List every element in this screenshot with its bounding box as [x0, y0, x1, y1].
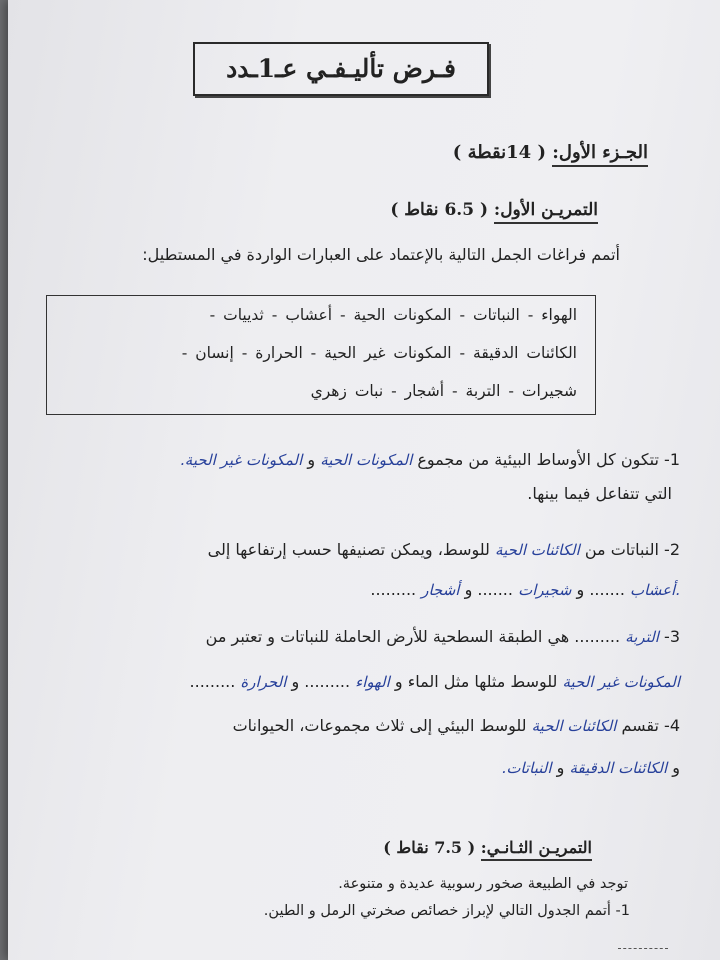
exam-title-box: [193, 42, 489, 96]
exercise2-label: التمريـن الثـانـي:: [481, 838, 592, 861]
exercise1-points: ( 6.5 نقاط ): [390, 200, 488, 220]
handwritten-answer: النباتات.: [501, 759, 552, 777]
word-bank-row: الكائنات الدقيقة - المكونات غير الحية - الحرارة - إنسان -: [181, 344, 577, 362]
part1-points: ( 14نقطة ): [452, 142, 546, 163]
exam-title: فـرض تأليـفـي عـ1ـدد: [226, 54, 456, 83]
sentence-3-line-2: [190, 672, 680, 691]
exam-paper: [8, 0, 720, 960]
sentence-4-line-1: [233, 716, 680, 735]
sentence-text: ......... هي الطبقة السطحية للأرض الحاملة للنباتات و تعتبر من: [205, 627, 621, 646]
sentence-text: للوسط البيئي إلى ثلاث مجموعات، الحيوانات: [232, 716, 527, 735]
word-bank-box: [46, 295, 596, 415]
handwritten-answer: المكونات الحية: [320, 451, 413, 469]
part1-label: الجـزء الأول:: [552, 142, 648, 167]
sentence-4-line-2: [502, 758, 680, 777]
handwritten-answer: الحرارة: [240, 673, 287, 691]
sentence-text: للوسط مثلها مثل الماء و: [394, 672, 558, 691]
exercise1-label: التمريـن الأول:: [494, 200, 598, 224]
sentence-text: 4- تقسم: [621, 716, 680, 735]
sentence-text: للوسط، ويمكن تصنيفها حسب إرتفاعها إلى: [207, 540, 490, 559]
sentence-text: 2- النباتات من: [584, 540, 680, 559]
sentence-text: ....... و: [576, 580, 625, 599]
handwritten-answer: .أعشاب: [630, 581, 680, 599]
exercise1-instruction: أتمم فراغات الجمل التالية بالإعتماد على العبارات الواردة في المستطيل:: [142, 245, 620, 264]
sentence-text: 3-: [664, 627, 680, 646]
exercise1-heading: [390, 200, 598, 220]
exercise2-intro: توجد في الطبيعة صخور رسوبية عديدة و متنوعة.: [338, 876, 628, 892]
exercise2-heading: [383, 838, 592, 857]
sentence-text: .........: [370, 580, 417, 599]
exercise2-points: ( 7.5 نقاط ): [383, 838, 476, 857]
handwritten-answer: المكونات غير الحية: [562, 673, 680, 691]
handwritten-answer: المكونات غير الحية.: [180, 451, 303, 469]
handwritten-answer: أشجار: [421, 581, 460, 599]
word-bank-row: شجيرات - التربة - أشجار - نبات زهري: [310, 382, 577, 400]
handwritten-answer: شجيرات: [518, 581, 572, 599]
handwritten-answer: الكائنات الدقيقة: [569, 759, 668, 777]
handwritten-answer: التربة: [625, 628, 659, 646]
exercise2-question-1: 1- أتمم الجدول التالي لإبراز خصائص صخرتي الرمل و الطين.: [263, 903, 630, 919]
handwritten-answer: الكائنات الحية: [495, 541, 580, 559]
handwritten-answer: الكائنات الحية: [531, 717, 617, 735]
sentence-text: ....... و: [464, 580, 513, 599]
handwritten-answer: الهواء: [355, 673, 390, 691]
sentence-2-line-2: [370, 580, 680, 599]
sentence-text: 1- تتكون كل الأوساط البيئية من مجموع: [417, 450, 680, 469]
sentence-text: .........: [189, 672, 236, 691]
sentence-text: ......... و: [291, 672, 351, 691]
sentence-text: و: [556, 758, 565, 777]
sentence-2-line-1: [208, 540, 680, 559]
part1-heading: [453, 142, 648, 163]
sentence-text: و: [307, 450, 316, 469]
sentence-3-line-1: [206, 627, 680, 646]
page-divider: [618, 948, 668, 949]
sentence-1-line-2: التي تتفاعل فيما بينها.: [527, 484, 672, 503]
sentence-text: و: [672, 758, 680, 777]
word-bank-row: الهواء - النباتات - المكونات الحية - أعشاب - ثدييات -: [209, 306, 577, 324]
sentence-1-line-1: [180, 450, 680, 469]
